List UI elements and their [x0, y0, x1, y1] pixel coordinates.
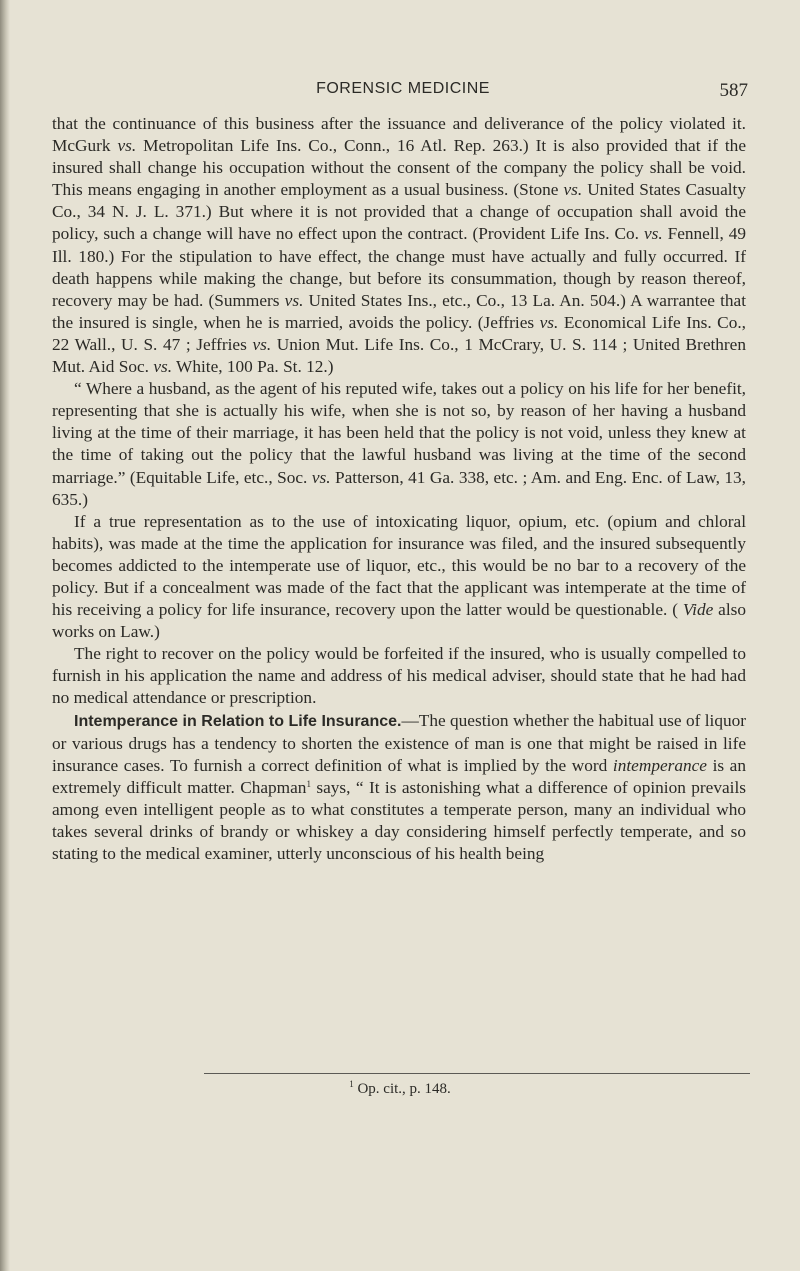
versus-italic: vs.: [539, 312, 559, 332]
text-run: —The question whether the habitual use of liquor or various drugs has a tendency to shorten the existence of man is one that might be raised in life insurance cases. To furnish a correct definition of what is implied by the word: [52, 710, 746, 775]
versus-italic: vs.: [311, 467, 331, 487]
paragraph-5: [52, 710, 746, 866]
versus-italic: vs.: [284, 290, 304, 310]
text-run: White, 100 Pa. St. 12.): [172, 357, 334, 377]
text-run: Fennell, 49 Ill. 180.) For the stipulation to have effect, the change must have actually and fully occurred. If death happens while making the change, but before its consummation, though by reason thereof, recovery may be had. (Summers: [52, 224, 746, 310]
versus-italic: vs.: [252, 334, 272, 354]
page-header: [58, 80, 748, 106]
footnote-reference: 1: [306, 778, 311, 789]
footnote: [0, 1081, 800, 1098]
page-number: 587: [719, 80, 748, 101]
paragraph-3: [52, 511, 746, 644]
versus-italic: vs.: [643, 224, 663, 244]
paragraph-2: [52, 378, 746, 511]
section-heading: Intemperance in Relation to Life Insurance.: [74, 712, 402, 730]
text-run: If a true representation as to the use of intoxicating liquor, opium, etc. (opium and chloral habits), was made at the time the application for insurance was filed, and the insured subsequently becomes addicted to the intemperate use of liquor, etc., this would be no bar to a recovery of the policy. But if a concealment was made of the fact that the applicant was intemperate at the time of his receiving a policy for life insurance, recovery upon the latter would be questionable. (: [52, 511, 746, 620]
text-run: says, “ It is astonishing what a difference of opinion prevails among even intelligent people as to what constitutes a temperate person, many an individual who takes several drinks of brandy or whiskey a day considering himself perfectly temperate, and so stating to the medical examiner, utterly unconscious of his health being: [52, 777, 746, 864]
text-run: United States Ins., etc., Co., 13 La. An. 504.) A warrantee that the insured is single, when he is married, avoids the policy. (Jeffries: [52, 290, 746, 332]
footnote-text: Op. cit., p. 148.: [353, 1081, 451, 1097]
paragraph-1: [52, 113, 746, 378]
versus-italic: vs.: [563, 180, 583, 200]
text-run: The right to recover on the policy would be forfeited if the insured, who is usually compelled to furnish in his application the name and address of his medical adviser, should state that he had had no medical attendance or prescription.: [52, 644, 746, 708]
versus-italic: vs.: [117, 136, 137, 156]
text-run: is an extremely difficult matter. Chapman: [52, 755, 746, 797]
text-run: Metropolitan Life Ins. Co., Conn., 16 Atl. Rep. 263.) It is also provided that if the insured shall change his occupation without the consent of the company the policy shall be void. This means engaging in another employment as a usual business. (Stone: [52, 136, 746, 200]
text-run: Patterson, 41 Ga. 338, etc. ; Am. and Eng. Enc. of Law, 13, 635.): [52, 467, 747, 509]
emphasis-italic: intemperance: [612, 755, 707, 775]
text-run: United States Casualty Co., 34 N. J. L. 371.) But where it is not provided that a change of occupation shall avoid the policy, such a change will have no effect upon the contract. (Provident Life Ins. Co.: [52, 180, 746, 244]
text-run: also works on Law.): [52, 600, 746, 642]
text-run: that the continuance of this business after the issuance and deliverance of the policy violated it. McGurk: [52, 114, 746, 156]
text-run: “ Where a husband, as the agent of his reputed wife, takes out a policy on his life for her benefit, representing that she is actually his wife, when she is not so, by reason of her having a husband living at the time of their marriage, it has been held that the policy is not void, unless they knew at the time of taking out the policy that the lawful husband was living at the time of the second marriage.” (Equitable Life, etc., Soc.: [52, 379, 746, 487]
footnote-marker: 1: [349, 1079, 354, 1089]
paragraph-4: [52, 643, 746, 709]
running-head: FORENSIC MEDICINE: [316, 80, 490, 97]
versus-italic: vs.: [153, 357, 173, 377]
vide-italic: Vide: [682, 600, 714, 620]
text-run: Union Mut. Life Ins. Co., 1 McCrary, U. S. 114 ; United Brethren Mut. Aid Soc.: [52, 334, 746, 377]
footnote-divider: [204, 1073, 750, 1074]
text-run: Economical Life Ins. Co., 22 Wall., U. S. 47 ; Jeffries: [52, 312, 746, 354]
body-text: [52, 113, 746, 865]
